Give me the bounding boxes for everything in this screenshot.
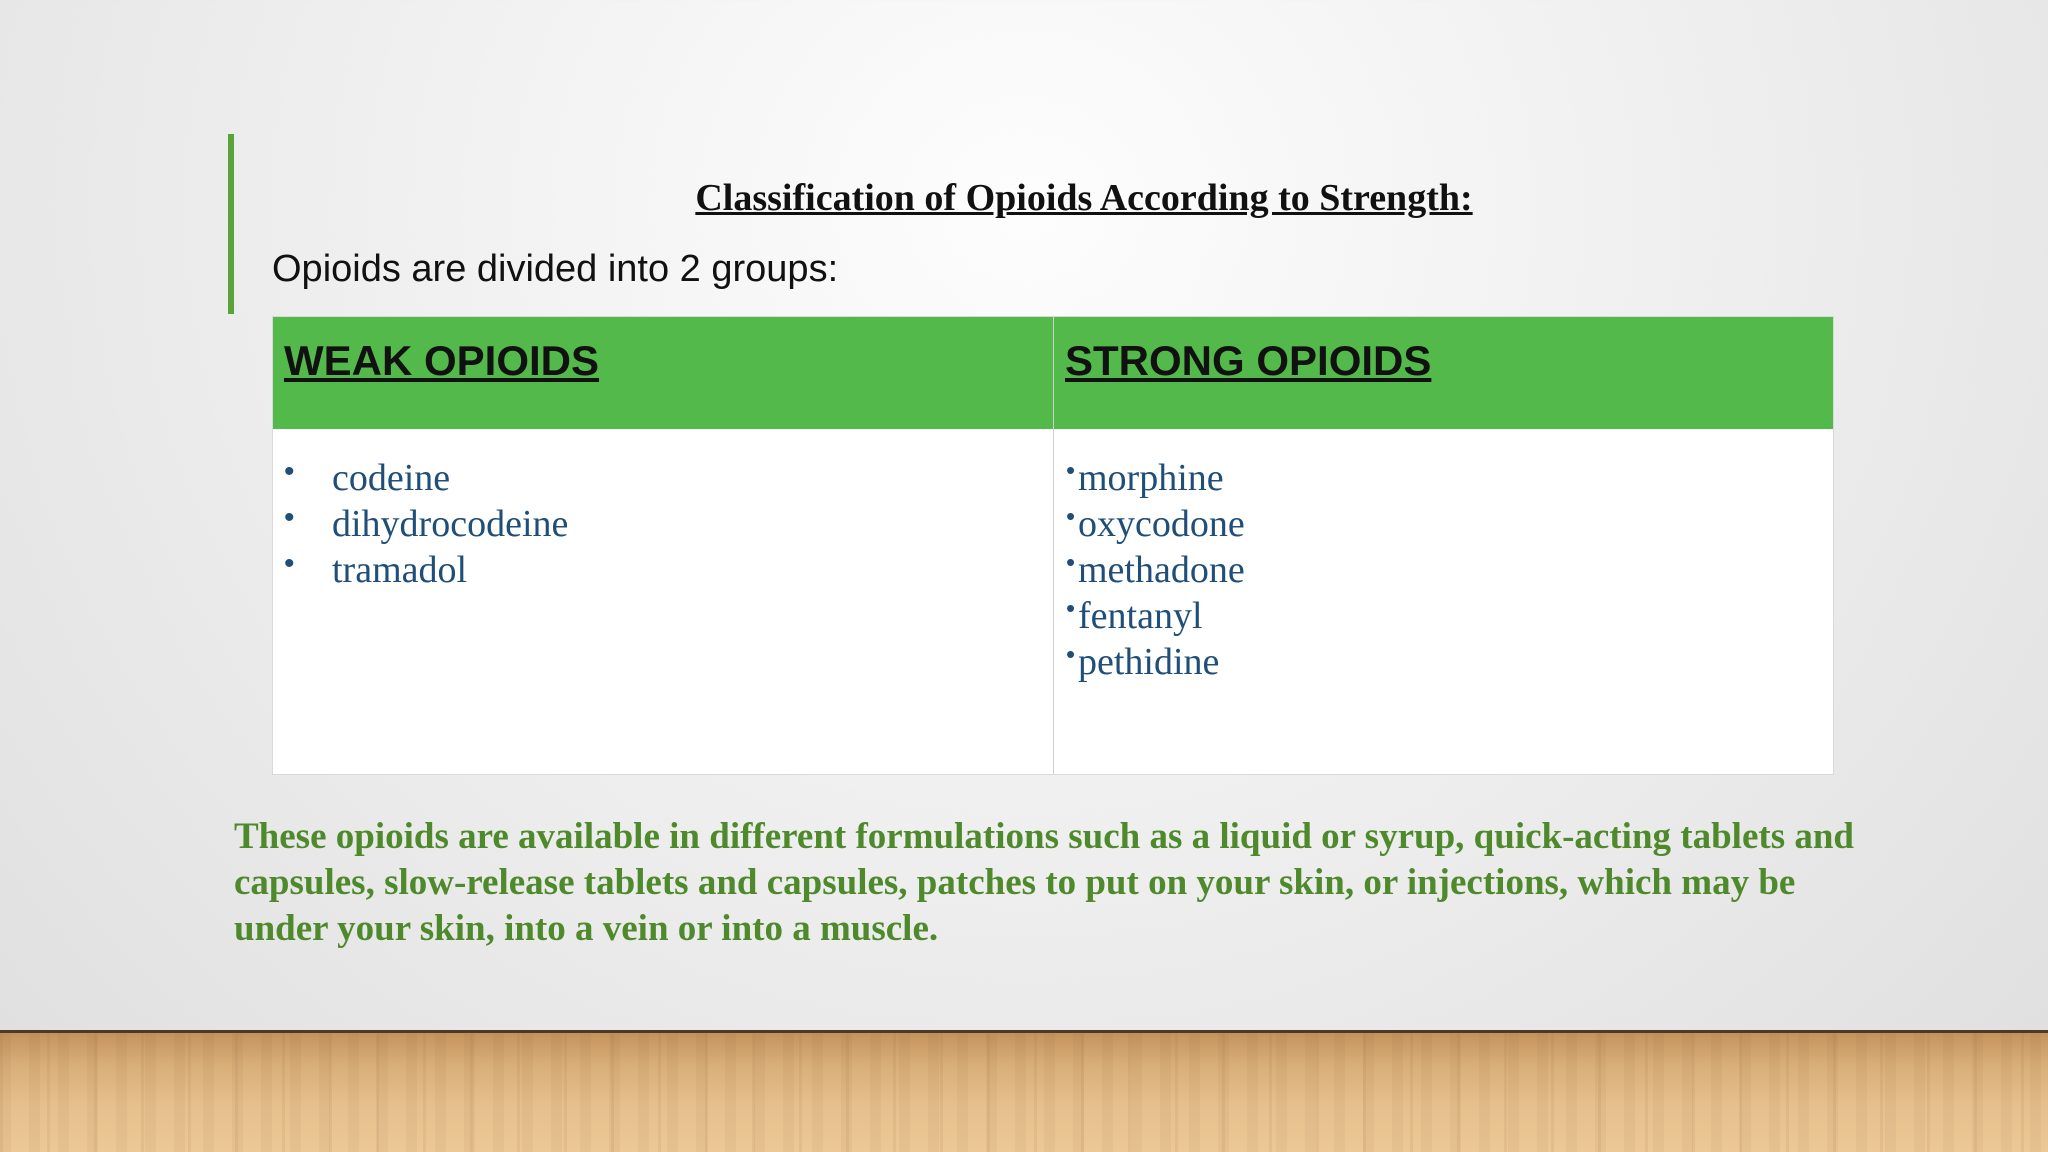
list-item [273,455,1053,501]
list-item [1054,593,1833,639]
intro-text: Opioids are divided into 2 groups: [272,248,839,290]
weak-opioids-column [273,317,1053,774]
strong-opioids-list [1054,455,1833,685]
list-item [1054,501,1833,547]
slide-title: Classification of Opioids According to Strength: [695,177,1473,219]
bullet-icon: • [1066,639,1076,669]
opioid-classification-table [272,316,1834,775]
list-item [273,501,1053,547]
strong-opioid-name: morphine [1078,457,1224,499]
bullet-icon: • [1066,501,1076,531]
list-item [1054,455,1833,501]
bullet-icon: • [1066,547,1076,577]
strong-opioid-name: methadone [1078,549,1245,591]
strong-opioids-body [1054,429,1833,774]
strong-opioid-name: pethidine [1078,641,1220,683]
strong-opioids-header: STRONG OPIOIDS [1054,317,1833,429]
list-item [273,547,1053,593]
weak-opioids-header: WEAK OPIOIDS [273,317,1053,429]
bullet-icon: • [1066,455,1076,485]
bullet-icon: • [1066,593,1076,623]
weak-opioid-name: codeine [332,457,451,499]
bullet-icon: • [284,547,295,580]
formulations-note: These opioids are available in different formulations such as a liquid or syrup, quick-acting tablets and capsules, slow-release tablets and capsules, patches to put on your skin, or injections, which may be under your skin, into a vein or into a muscle. [234,816,1854,949]
strong-opioids-column [1053,317,1833,774]
accent-bar [228,134,234,314]
weak-opioid-name: tramadol [332,549,468,591]
weak-opioids-body [273,429,1053,774]
strong-opioid-name: fentanyl [1078,595,1203,637]
strong-opioid-name: oxycodone [1078,503,1245,545]
bullet-icon: • [284,455,295,488]
list-item [1054,547,1833,593]
bullet-icon: • [284,501,295,534]
weak-opioid-name: dihydrocodeine [332,503,569,545]
wood-floor-background [0,1030,2048,1152]
weak-opioids-list [273,455,1053,593]
list-item [1054,639,1833,685]
